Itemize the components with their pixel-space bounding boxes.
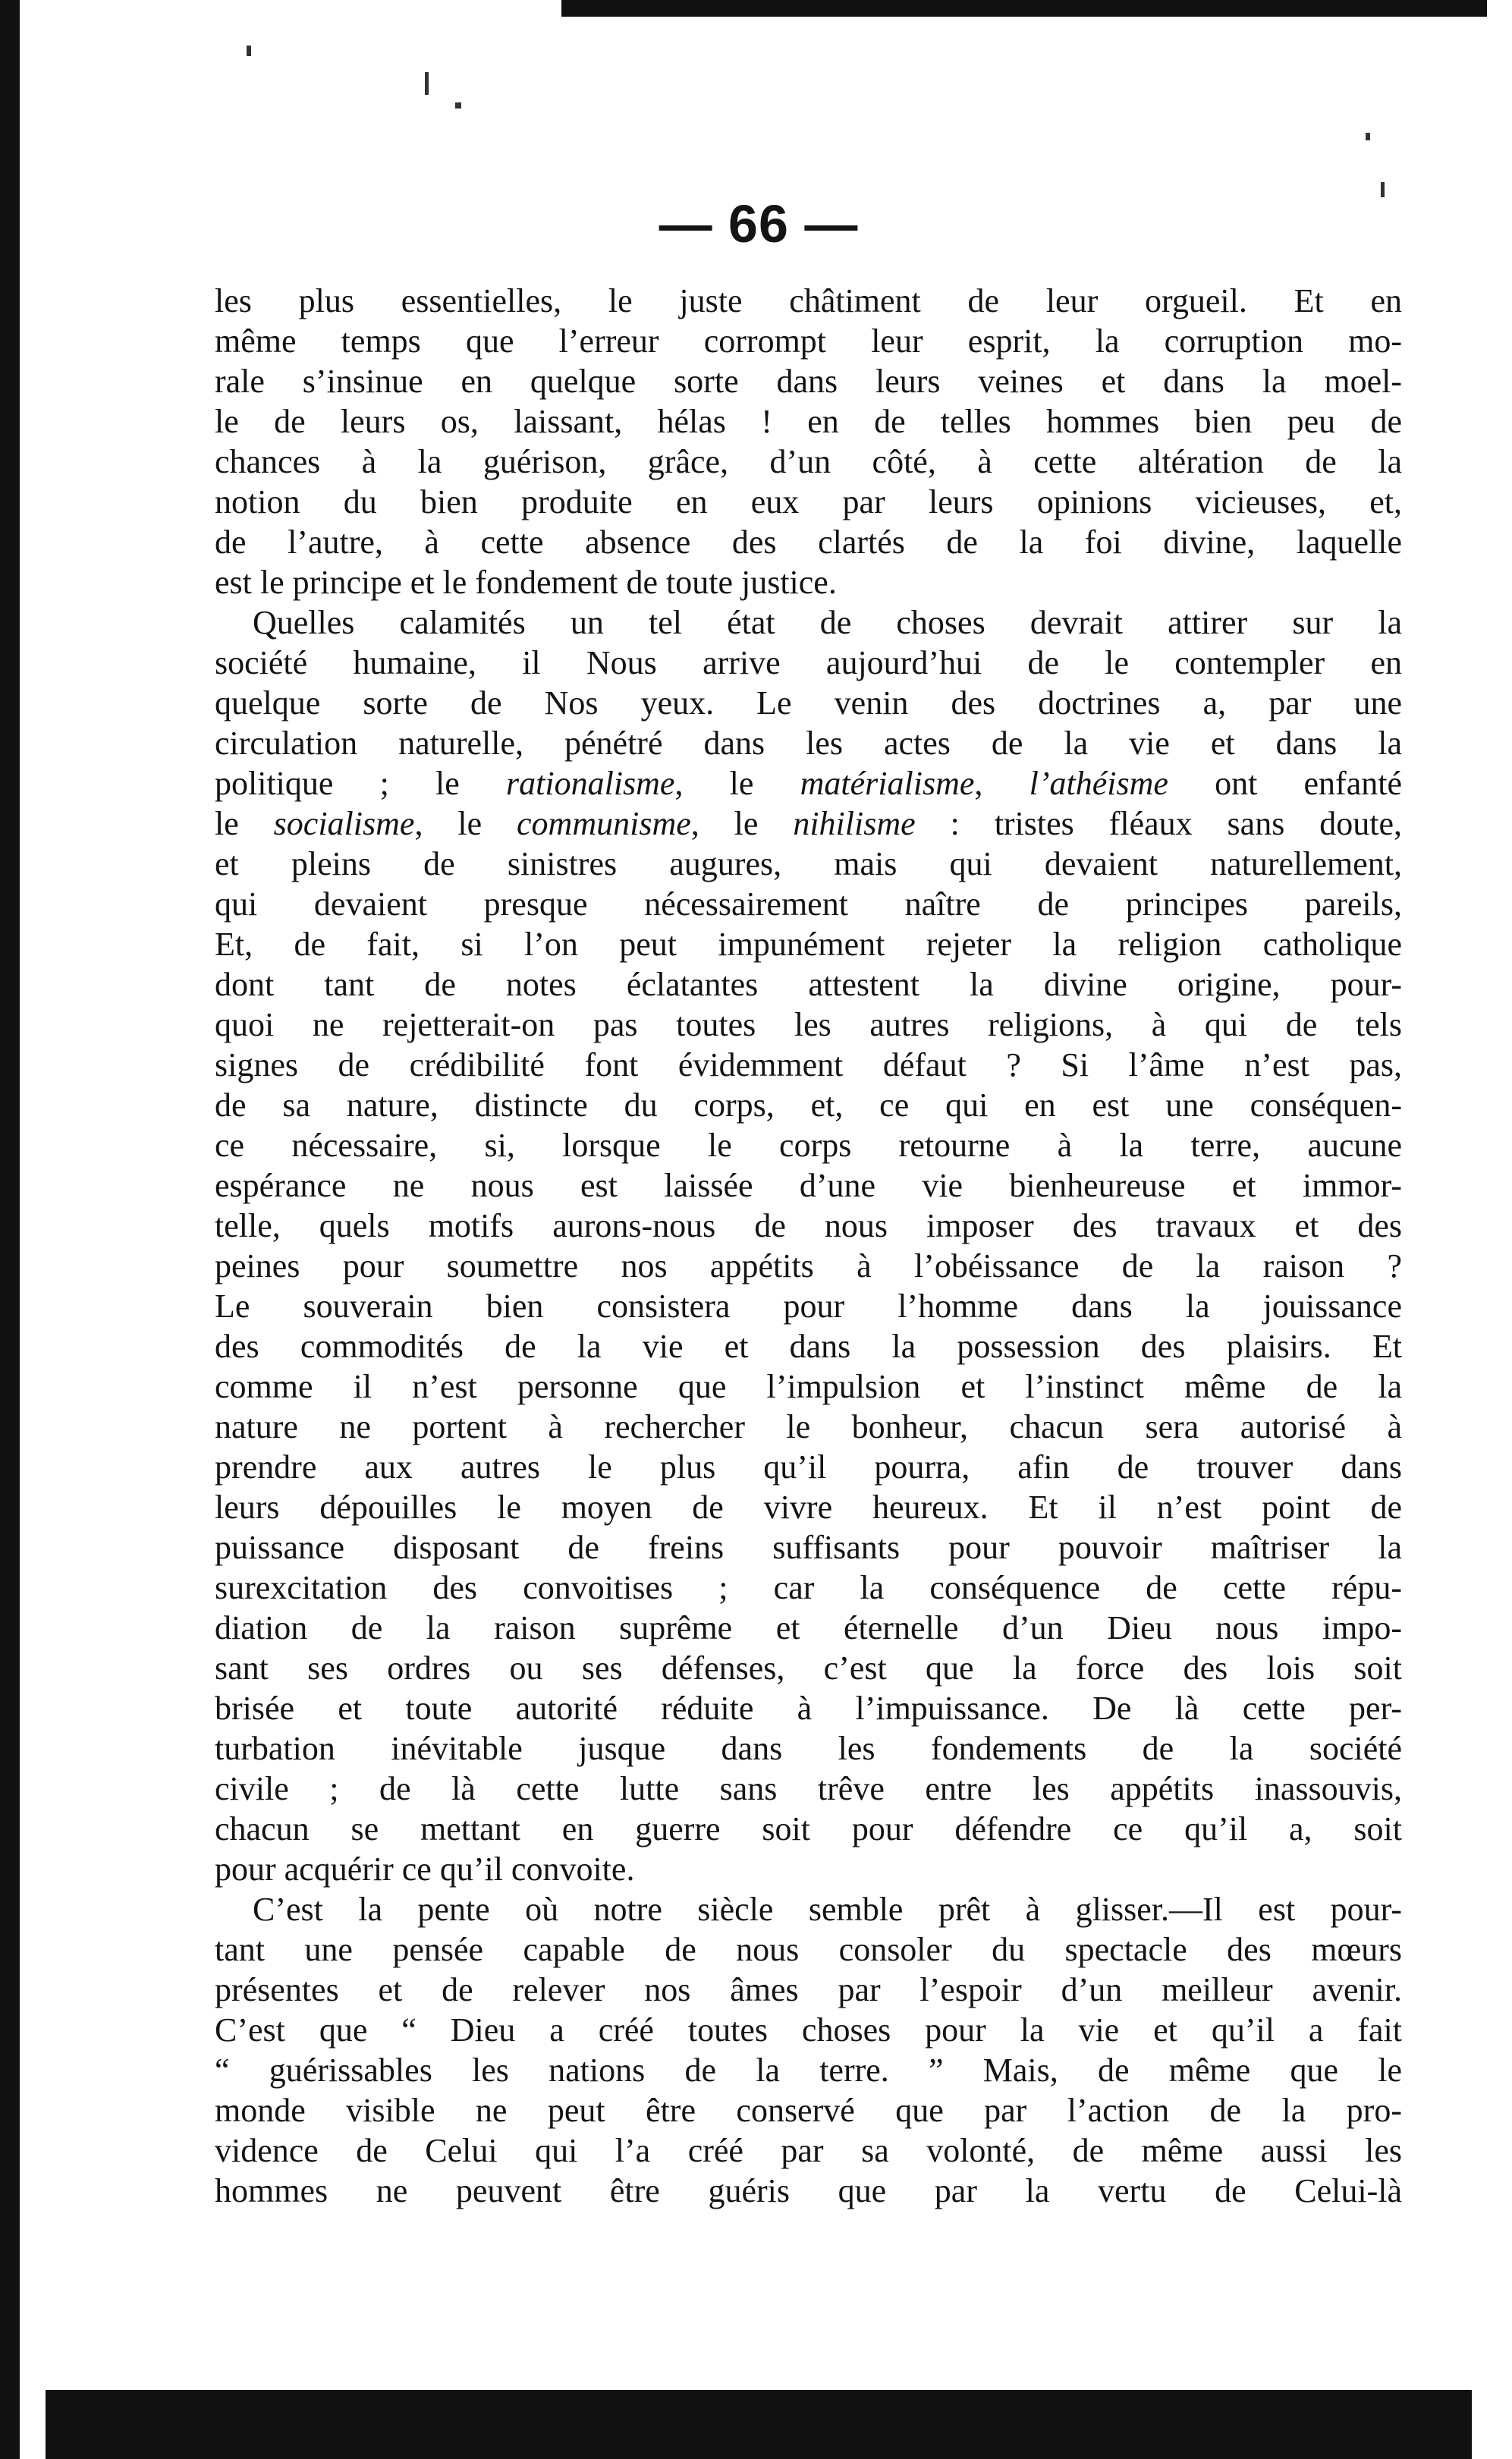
text-line: puissance disposant de freins suffisants pour pouvoir maîtriser la [215, 1529, 1402, 1566]
text-line: pour acquérir ce qu’il convoite. [215, 1851, 635, 1888]
scan-edge-top [561, 0, 1487, 17]
scan-speck [1381, 182, 1385, 197]
text-line: “ guérissables les nations de la terre. ” Mais, de même que le [215, 2052, 1402, 2089]
scan-speck [455, 102, 461, 108]
text-line: même temps que l’erreur corrompt leur esprit, la corruption mo- [215, 322, 1402, 360]
text-line: peines pour soumettre nos appétits à l’obéissance de la raison ? [215, 1247, 1402, 1285]
text-line: telle, quels motifs aurons-nous de nous imposer des travaux et des [215, 1207, 1402, 1244]
text-line: diation de la raison suprême et éternelle d’un Dieu nous impo- [215, 1609, 1402, 1646]
text-line: Le souverain bien consistera pour l’homme dans la jouissance [215, 1288, 1402, 1325]
text-line: signes de crédibilité font évidemment défaut ? Si l’âme n’est pas, [215, 1046, 1402, 1083]
text-line: surexcitation des convoitises ; car la conséquence de cette répu- [215, 1569, 1402, 1606]
text-line: vidence de Celui qui l’a créé par sa volonté, de même aussi les [215, 2132, 1402, 2169]
text-line: est le principe et le fondement de toute justice. [215, 564, 837, 601]
text-line: monde visible ne peut être conservé que par l’action de la pro- [215, 2092, 1402, 2129]
text-line: société humaine, il Nous arrive aujourd’hui de le contempler en [215, 644, 1402, 681]
text-line: brisée et toute autorité réduite à l’impuissance. De là cette per- [215, 1690, 1402, 1727]
scan-speck [1366, 133, 1370, 140]
text-line: dont tant de notes éclatantes attestent la divine origine, pour- [215, 966, 1402, 1003]
text-line: Et, de fait, si l’on peut impunément rejeter la religion catholique [215, 926, 1402, 963]
text-line: leurs dépouilles le moyen de vivre heureux. Et il n’est point de [215, 1489, 1402, 1526]
text-line: civile ; de là cette lutte sans trêve entre les appétits inassouvis, [215, 1770, 1402, 1807]
scan-edge-left [0, 0, 20, 2459]
text-line: comme il n’est personne que l’impulsion et l’instinct même de la [215, 1368, 1402, 1405]
text-line: de sa nature, distincte du corps, et, ce qui en est une conséquen- [215, 1086, 1402, 1124]
scan-speck [247, 46, 251, 56]
text-line: chacun se mettant en guerre soit pour défendre ce qu’il a, soit [215, 1810, 1402, 1847]
text-line: circulation naturelle, pénétré dans les actes de la vie et dans la [215, 725, 1402, 762]
text-line: politique ; le rationalisme, le matérialisme, l’athéisme ont enfanté [215, 765, 1402, 802]
text-line: qui devaient presque nécessairement naître de principes pareils, [215, 885, 1402, 923]
text-line: ce nécessaire, si, lorsque le corps retourne à la terre, aucune [215, 1127, 1402, 1164]
text-line: chances à la guérison, grâce, d’un côté, à cette altération de la [215, 443, 1402, 480]
text-line: de l’autre, à cette absence des clartés de la foi divine, laquelle [215, 524, 1402, 561]
text-line: quelque sorte de Nos yeux. Le venin des doctrines a, par une [215, 684, 1402, 722]
text-line: sant ses ordres ou ses défenses, c’est que la force des lois soit [215, 1649, 1402, 1687]
text-line: turbation inévitable jusque dans les fondements de la société [215, 1730, 1402, 1767]
text-line: quoi ne rejetterait-on pas toutes les autres religions, à qui de tels [215, 1006, 1402, 1043]
body-text [215, 281, 1402, 2211]
text-line: rale s’insinue en quelque sorte dans leurs veines et dans la moel- [215, 363, 1402, 400]
text-line: Quelles calamités un tel état de choses devrait attirer sur la [253, 604, 1402, 641]
text-line: prendre aux autres le plus qu’il pourra, afin de trouver dans [215, 1448, 1402, 1486]
text-line: hommes ne peuvent être guéris que par la vertu de Celui-là [215, 2172, 1402, 2209]
text-line: le socialisme, le communisme, le nihilisme : tristes fléaux sans doute, [215, 805, 1402, 842]
text-line: présentes et de relever nos âmes par l’espoir d’un meilleur avenir. [215, 1971, 1402, 2008]
text-line: notion du bien produite en eux par leurs opinions vicieuses, et, [215, 483, 1402, 520]
page-number: — 66 — [659, 194, 859, 253]
text-line: espérance ne nous est laissée d’une vie bienheureuse et immor- [215, 1167, 1402, 1204]
text-line: C’est la pente où notre siècle semble prêt à glisser.—Il est pour- [253, 1891, 1402, 1928]
scan-edge-bottom [46, 2390, 1472, 2459]
scan-speck [425, 72, 429, 95]
text-line: des commodités de la vie et dans la possession des plaisirs. Et [215, 1328, 1402, 1365]
text-line: nature ne portent à rechercher le bonheur, chacun sera autorisé à [215, 1408, 1402, 1445]
text-line: C’est que “ Dieu a créé toutes choses pour la vie et qu’il a fait [215, 2011, 1402, 2049]
text-line: et pleins de sinistres augures, mais qui devaient naturellement, [215, 845, 1402, 882]
text-line: les plus essentielles, le juste châtiment de leur orgueil. Et en [215, 282, 1402, 319]
text-line: le de leurs os, laissant, hélas ! en de telles hommes bien peu de [215, 403, 1402, 440]
text-line: tant une pensée capable de nous consoler du spectacle des mœurs [215, 1931, 1402, 1968]
